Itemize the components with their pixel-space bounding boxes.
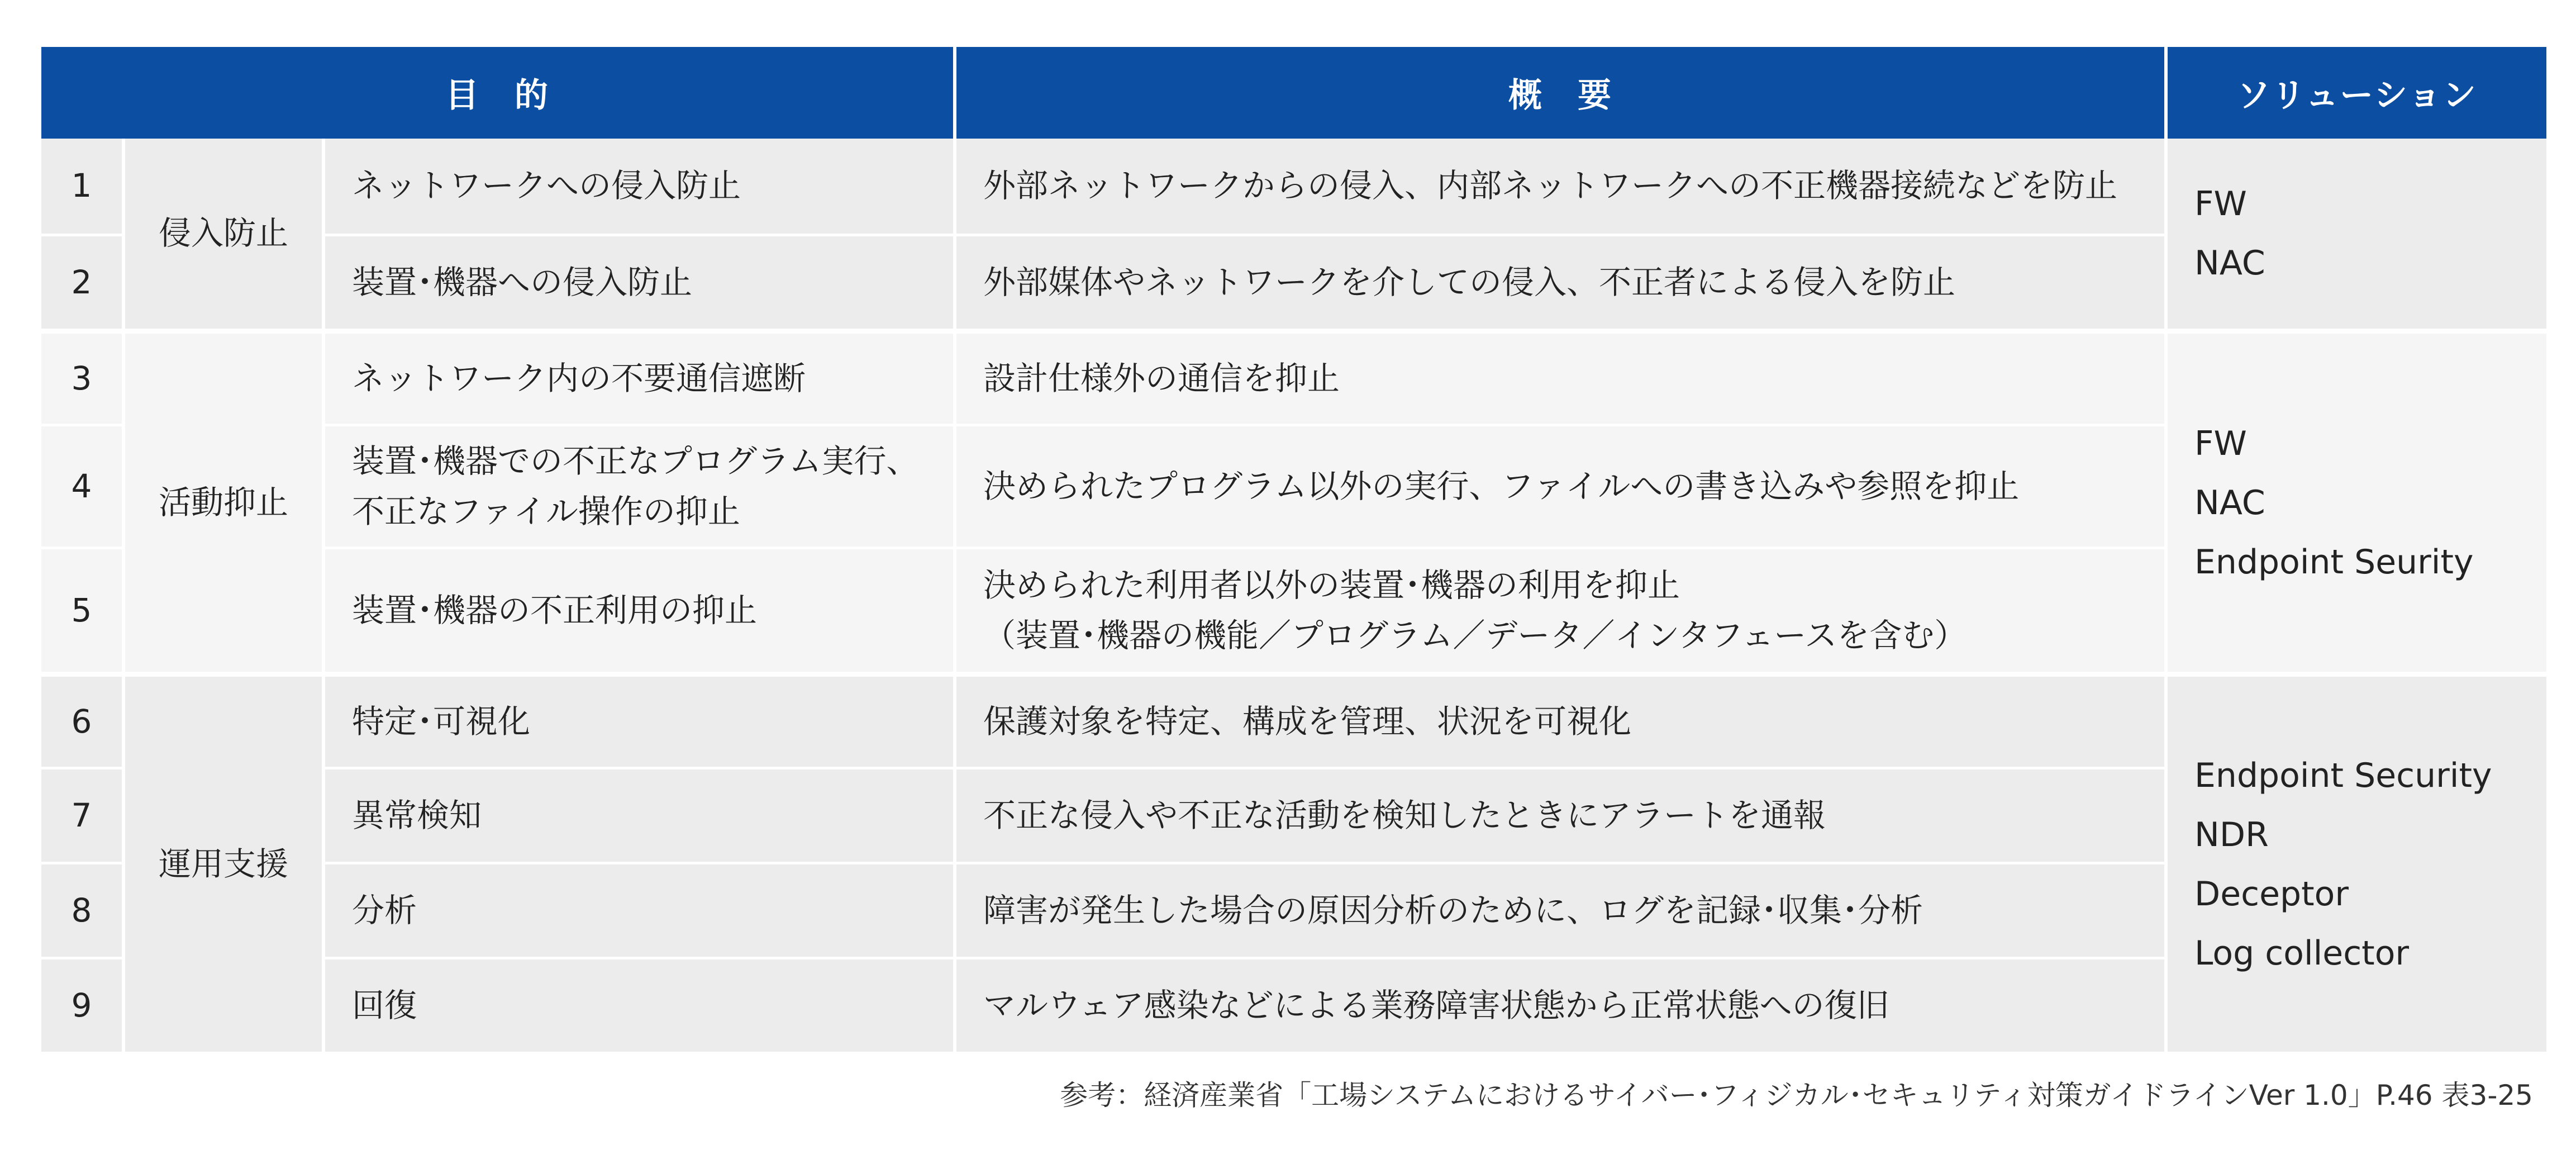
row-number: 6	[41, 672, 122, 767]
row-number: 4	[41, 424, 122, 547]
overview-line: （装置･機器の機能／プログラム／データ／インタフェースを含む）	[983, 616, 1967, 654]
solution-cell	[2168, 139, 2546, 329]
row-number: 1	[41, 139, 122, 234]
category-label: 活動抑止	[125, 329, 322, 672]
overview-cell: 決められたプログラム以外の実行、ファイルへの書き込みや参照を抑止	[956, 424, 2164, 547]
purpose-cell: ネットワークへの侵入防止	[325, 139, 953, 234]
overview-cell	[956, 547, 2164, 672]
row-number: 7	[41, 767, 122, 862]
overview-cell: 設計仕様外の通信を抑止	[956, 329, 2164, 424]
solution-item: NAC	[2194, 244, 2265, 283]
solution-item: FW	[2194, 424, 2247, 463]
purpose-cell: 異常検知	[325, 767, 953, 862]
overview-cell: マルウェア感染などによる業務障害状態から正常状態への復旧	[956, 957, 2164, 1052]
purpose-cell: 装置･機器への侵入防止	[325, 234, 953, 329]
header-purpose: 目 的	[41, 47, 953, 139]
overview-line: 決められた利用者以外の装置･機器の利用を抑止	[983, 566, 1680, 604]
security-measures-table	[41, 47, 2533, 1052]
solution-item: Endpoint Security	[2194, 756, 2492, 795]
overview-cell: 不正な侵入や不正な活動を検知したときにアラートを通報	[956, 767, 2164, 862]
row-number: 9	[41, 957, 122, 1052]
solution-cell	[2168, 672, 2546, 1052]
overview-cell: 外部ネットワークからの侵入、内部ネットワークへの不正機器接続などを防止	[956, 139, 2164, 234]
header-solution: ソリューション	[2168, 47, 2546, 139]
solution-cell	[2168, 329, 2546, 672]
solution-item: Log collector	[2194, 933, 2410, 973]
purpose-cell: 分析	[325, 862, 953, 957]
overview-cell: 保護対象を特定、構成を管理、状況を可視化	[956, 672, 2164, 767]
overview-cell: 外部媒体やネットワークを介しての侵入、不正者による侵入を防止	[956, 234, 2164, 329]
purpose-line: 装置･機器での不正なプログラム実行、	[352, 441, 919, 480]
row-number: 2	[41, 234, 122, 329]
row-number: 8	[41, 862, 122, 957]
purpose-cell: 特定･可視化	[325, 672, 953, 767]
category-label: 運用支援	[125, 672, 322, 1052]
row-number: 5	[41, 547, 122, 672]
header-overview: 概 要	[956, 47, 2164, 139]
solution-item: FW	[2194, 184, 2247, 224]
row-number: 3	[41, 329, 122, 424]
source-footnote: 参考：経済産業省「工場システムにおけるサイバー･フィジカル･セキュリティ対策ガイドラインVer 1.0」P.46 表3-25	[1060, 1079, 2533, 1112]
purpose-cell	[325, 424, 953, 547]
purpose-cell: 装置･機器の不正利用の抑止	[325, 547, 953, 672]
purpose-cell: ネットワーク内の不要通信遮断	[325, 329, 953, 424]
solution-item: Endpoint Seurity	[2194, 542, 2474, 582]
overview-cell: 障害が発生した場合の原因分析のために、ログを記録･収集･分析	[956, 862, 2164, 957]
solution-item: NDR	[2194, 815, 2269, 854]
solution-item: NAC	[2194, 483, 2265, 522]
purpose-cell: 回復	[325, 957, 953, 1052]
purpose-line: 不正なファイル操作の抑止	[352, 492, 740, 530]
solution-item: Deceptor	[2194, 874, 2349, 914]
category-label: 侵入防止	[125, 139, 322, 329]
